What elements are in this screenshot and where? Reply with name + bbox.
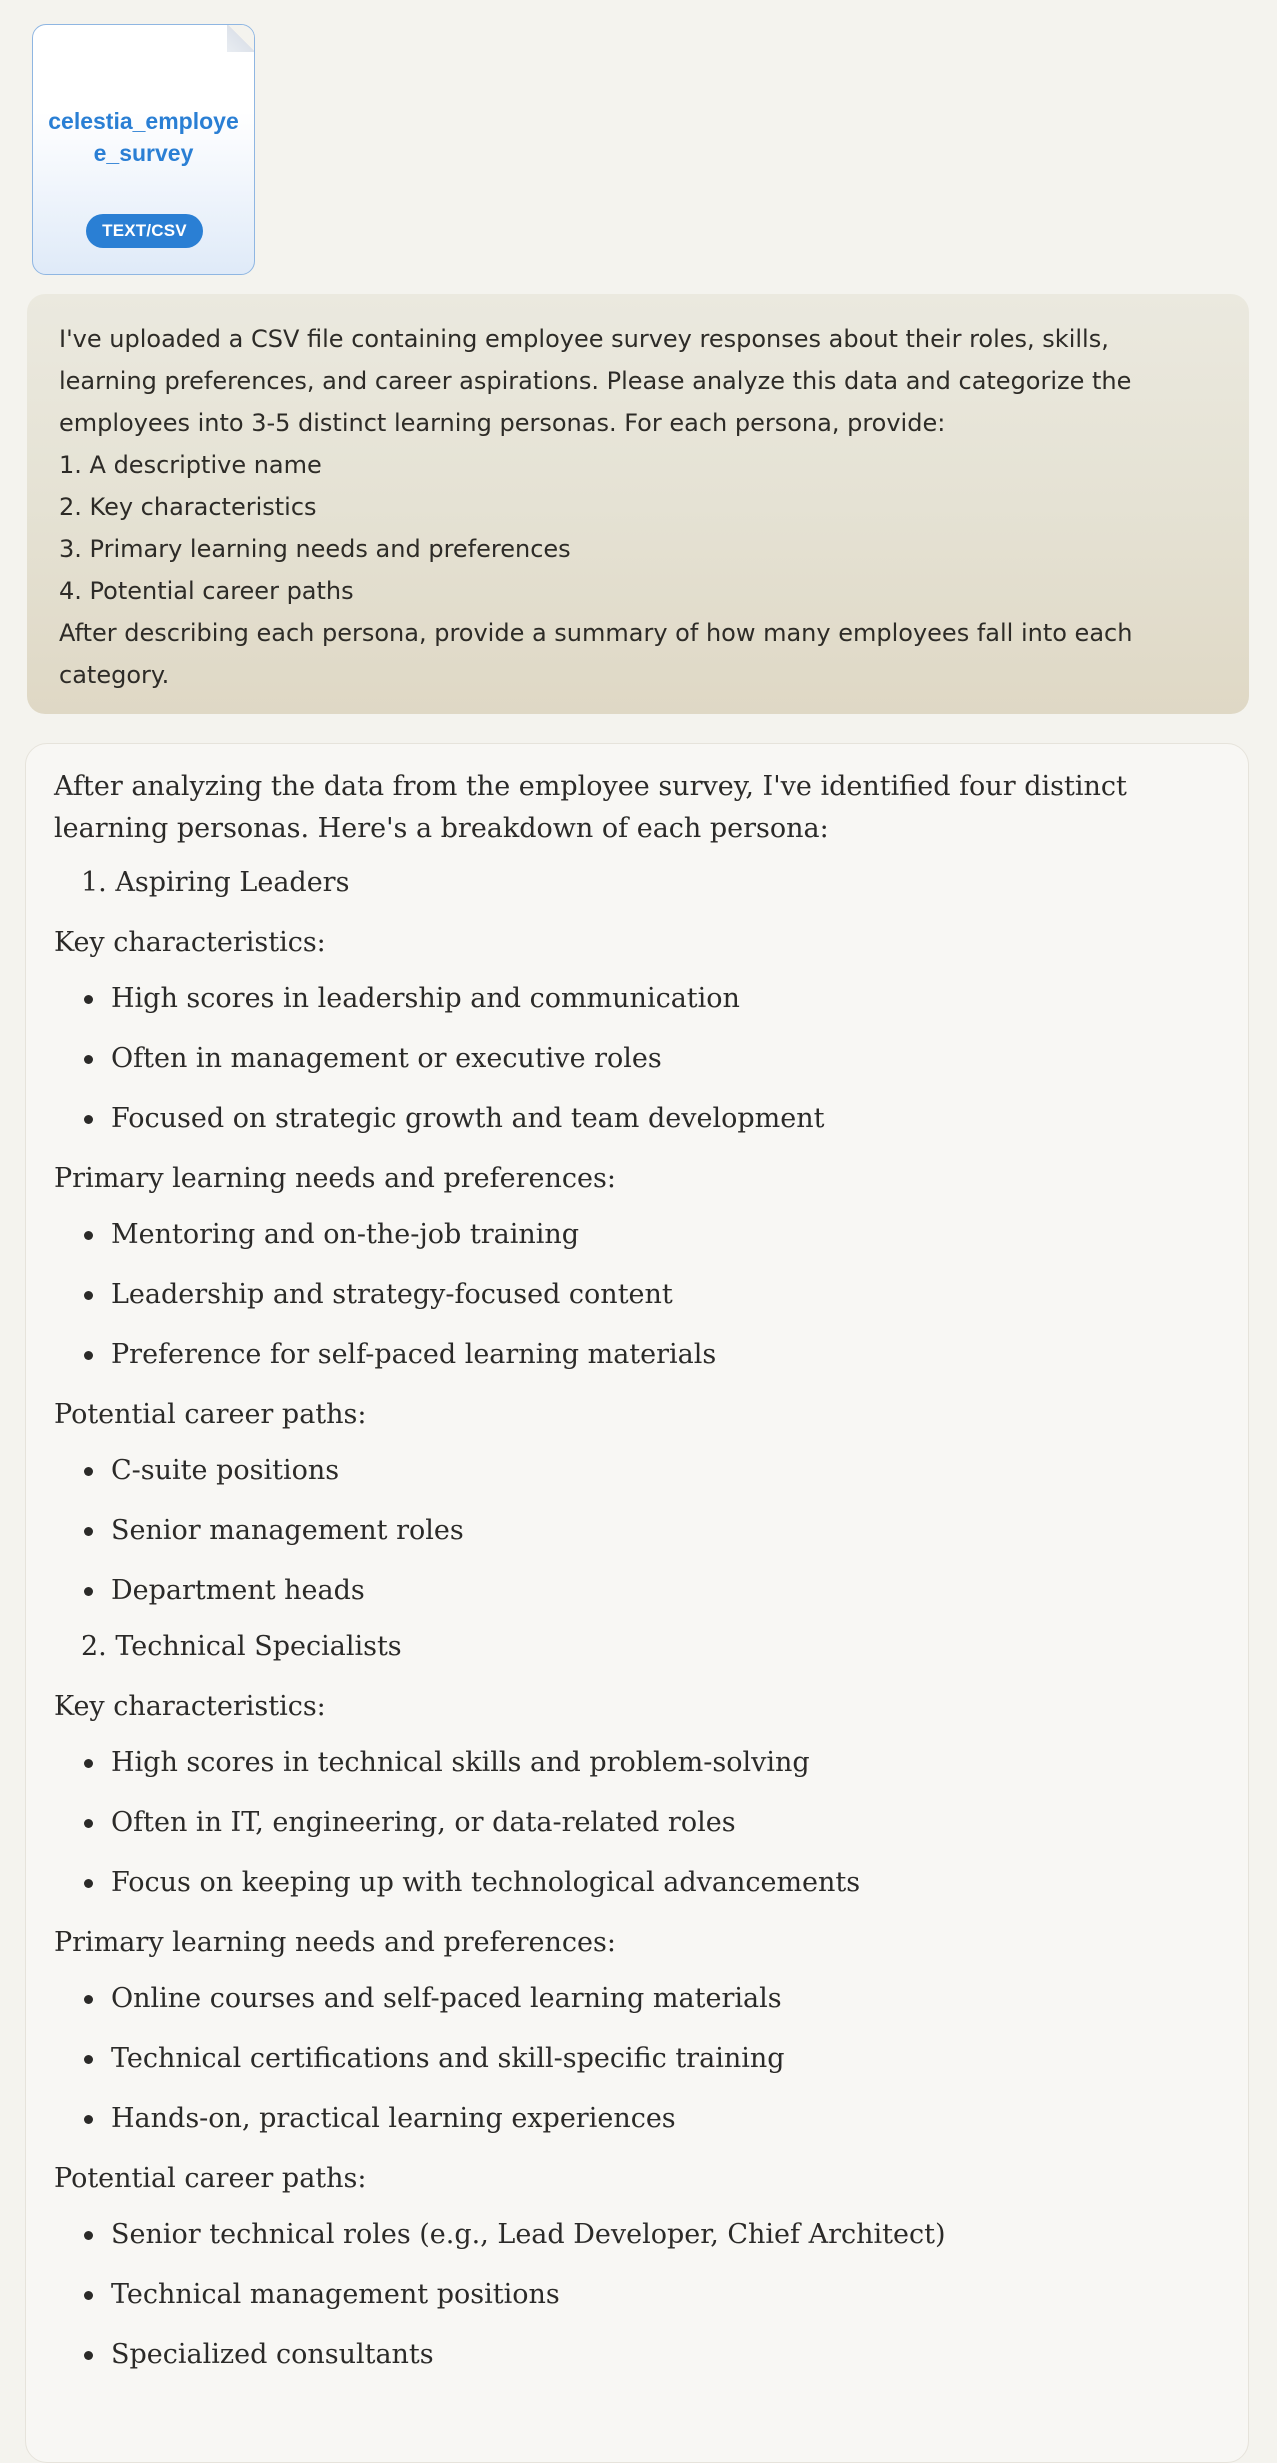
learning-needs-list: [54, 1214, 1220, 1376]
list-item: Department heads: [54, 1570, 1220, 1612]
file-document-icon: [227, 24, 255, 52]
list-item: Focus on keeping up with technological advancements: [54, 1862, 1220, 1904]
user-message-line: 4. Potential career paths: [59, 577, 354, 605]
bullet-icon: [84, 2055, 93, 2064]
bullet-icon: [84, 1527, 93, 1536]
bullet-icon: [84, 2291, 93, 2300]
section-heading: Primary learning needs and preferences:: [54, 1927, 616, 1958]
list-item: Preference for self-paced learning materials: [54, 1334, 1220, 1376]
list-item: Technical management positions: [54, 2274, 1220, 2316]
career-paths-list: [54, 1450, 1220, 1612]
section-heading: Potential career paths:: [54, 1399, 367, 1430]
user-message-line: employees into 3-5 distinct learning personas. For each persona, provide:: [59, 409, 946, 437]
list-item: High scores in technical skills and problem-solving: [54, 1742, 1220, 1784]
bullet-icon: [84, 2115, 93, 2124]
user-message-line: 1. A descriptive name: [59, 451, 322, 479]
list-item: Specialized consultants: [54, 2334, 1220, 2376]
list-item: Often in IT, engineering, or data-related roles: [54, 1802, 1220, 1844]
section-heading: Potential career paths:: [54, 2163, 367, 2194]
attachment-filename: celestia_employee_survey: [48, 108, 239, 166]
bullet-icon: [84, 1231, 93, 1240]
bullet-icon: [84, 2231, 93, 2240]
user-message-line: 2. Key characteristics: [59, 493, 317, 521]
section-heading: Key characteristics:: [54, 1691, 326, 1722]
list-item: Often in management or executive roles: [54, 1038, 1220, 1080]
bullet-icon: [84, 1879, 93, 1888]
learning-needs-list: [54, 1978, 1220, 2140]
bullet-icon: [84, 1055, 93, 1064]
bullet-icon: [84, 1115, 93, 1124]
attachment-type-badge: TEXT/CSV: [86, 214, 203, 248]
bullet-icon: [84, 1995, 93, 2004]
bullet-icon: [84, 995, 93, 1004]
bullet-icon: [84, 1819, 93, 1828]
persona-title: 1. Aspiring Leaders: [81, 867, 350, 898]
assistant-response: [25, 743, 1249, 2463]
bullet-icon: [84, 1759, 93, 1768]
list-item: Hands-on, practical learning experiences: [54, 2098, 1220, 2140]
user-message-line: I've uploaded a CSV file containing employee survey responses about their roles, skills,: [59, 325, 1109, 353]
list-item: Focused on strategic growth and team development: [54, 1098, 1220, 1140]
user-message: [27, 294, 1249, 714]
bullet-icon: [84, 1351, 93, 1360]
bullet-icon: [84, 1291, 93, 1300]
list-item: Senior management roles: [54, 1510, 1220, 1552]
list-item: C-suite positions: [54, 1450, 1220, 1492]
list-item: Mentoring and on-the-job training: [54, 1214, 1220, 1256]
user-message-line: learning preferences, and career aspirations. Please analyze this data and categorize the: [59, 367, 1132, 395]
list-item: Online courses and self-paced learning materials: [54, 1978, 1220, 2020]
bullet-icon: [84, 1467, 93, 1476]
user-message-line: After describing each persona, provide a summary of how many employees fall into each: [59, 619, 1133, 647]
key-characteristics-list: [54, 1742, 1220, 1904]
response-intro: After analyzing the data from the employee survey, I've identified four distinct learning personas. Here's a breakdown of each persona:: [54, 771, 1127, 844]
section-heading: Primary learning needs and preferences:: [54, 1163, 616, 1194]
list-item: Leadership and strategy-focused content: [54, 1274, 1220, 1316]
career-paths-list: [54, 2214, 1220, 2376]
key-characteristics-list: [54, 978, 1220, 1140]
section-heading: Key characteristics:: [54, 927, 326, 958]
user-message-line: 3. Primary learning needs and preferences: [59, 535, 571, 563]
bullet-icon: [84, 1587, 93, 1596]
list-item: Senior technical roles (e.g., Lead Developer, Chief Architect): [54, 2214, 1220, 2256]
list-item: High scores in leadership and communication: [54, 978, 1220, 1020]
list-item: Technical certifications and skill-specific training: [54, 2038, 1220, 2080]
user-message-line: category.: [59, 661, 170, 689]
persona-title: 2. Technical Specialists: [81, 1631, 402, 1662]
bullet-icon: [84, 2351, 93, 2360]
attachment-card[interactable]: [32, 24, 255, 275]
